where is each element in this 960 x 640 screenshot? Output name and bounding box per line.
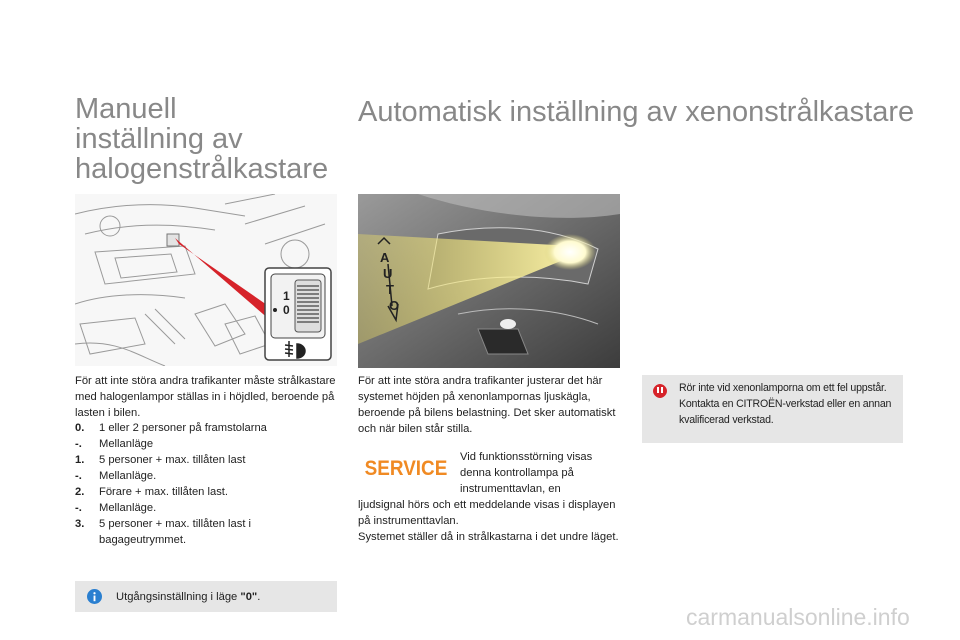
left-intro-text: För att inte störa andra trafikanter måste strålkastare med halogenlampor ställas in i höjdled, beroende på lasten i bilen.	[75, 375, 336, 419]
watermark: carmanualsonline.info	[686, 604, 910, 630]
list-item: -. Mellanläge.	[75, 502, 157, 514]
warning-icon	[652, 383, 668, 399]
list-item: -. Mellanläge.	[75, 470, 157, 482]
list-item: -. Mellanläge	[75, 438, 154, 450]
left-title-line-1: Manuell	[75, 93, 177, 125]
service-warning-lamp: SERVICE	[364, 457, 448, 480]
left-section-title	[75, 94, 345, 184]
warning-note-text: Rör inte vid xenonlamporna om ett fel uppstår. Kontakta en CITROËN-verkstad eller en annan kvalificerad verkstad.	[679, 382, 892, 426]
right-intro-text: För att inte störa andra trafikanter justerar det här systemet höjden på xenonlampornas ljuskägla, beroende på bilens belastning. Det sker automatiskt och när bilen står stilla.	[358, 375, 616, 435]
list-item: 3. 5 personer + max. tillåten last i bagageutrymmet.	[75, 518, 252, 546]
list-item: 0. 1 eller 2 personer på framstolarna	[75, 422, 267, 434]
service-continuation	[358, 497, 628, 545]
list-item: 2. Förare + max. tillåten last.	[75, 486, 229, 498]
dashboard-knob-illustration	[75, 194, 337, 366]
info-icon	[87, 589, 102, 604]
service-continuation-1: ljudsignal hörs och ett meddelande visas i displayen på instrumenttavlan.	[358, 499, 616, 527]
info-note	[75, 581, 337, 612]
knob-label-0: 0	[283, 303, 290, 317]
auto-letter-u: U	[383, 266, 393, 281]
xenon-headlight-illustration	[358, 194, 620, 368]
right-section-title: Automatisk inställning av xenonstrålkastare	[358, 96, 915, 128]
load-position-list	[75, 420, 337, 548]
service-text: Vid funktionsstörning visas denna kontrollampa på instrumenttavlan, en	[460, 451, 593, 495]
left-title-line-2: inställning av	[75, 123, 243, 155]
auto-letter-t: T	[386, 282, 394, 297]
knob-label-1: 1	[283, 289, 290, 303]
service-continuation-2: Systemet ställer då in strålkastarna i det undre läget.	[358, 531, 619, 543]
left-title-line-3: halogenstrålkastare	[75, 153, 329, 185]
auto-letter-o: O	[389, 298, 400, 313]
auto-letter-a: A	[380, 250, 390, 265]
list-item: 1. 5 personer + max. tillåten last	[75, 454, 246, 466]
warning-note	[642, 375, 903, 443]
info-note-text: Utgångsinställning i läge "0".	[116, 590, 261, 603]
